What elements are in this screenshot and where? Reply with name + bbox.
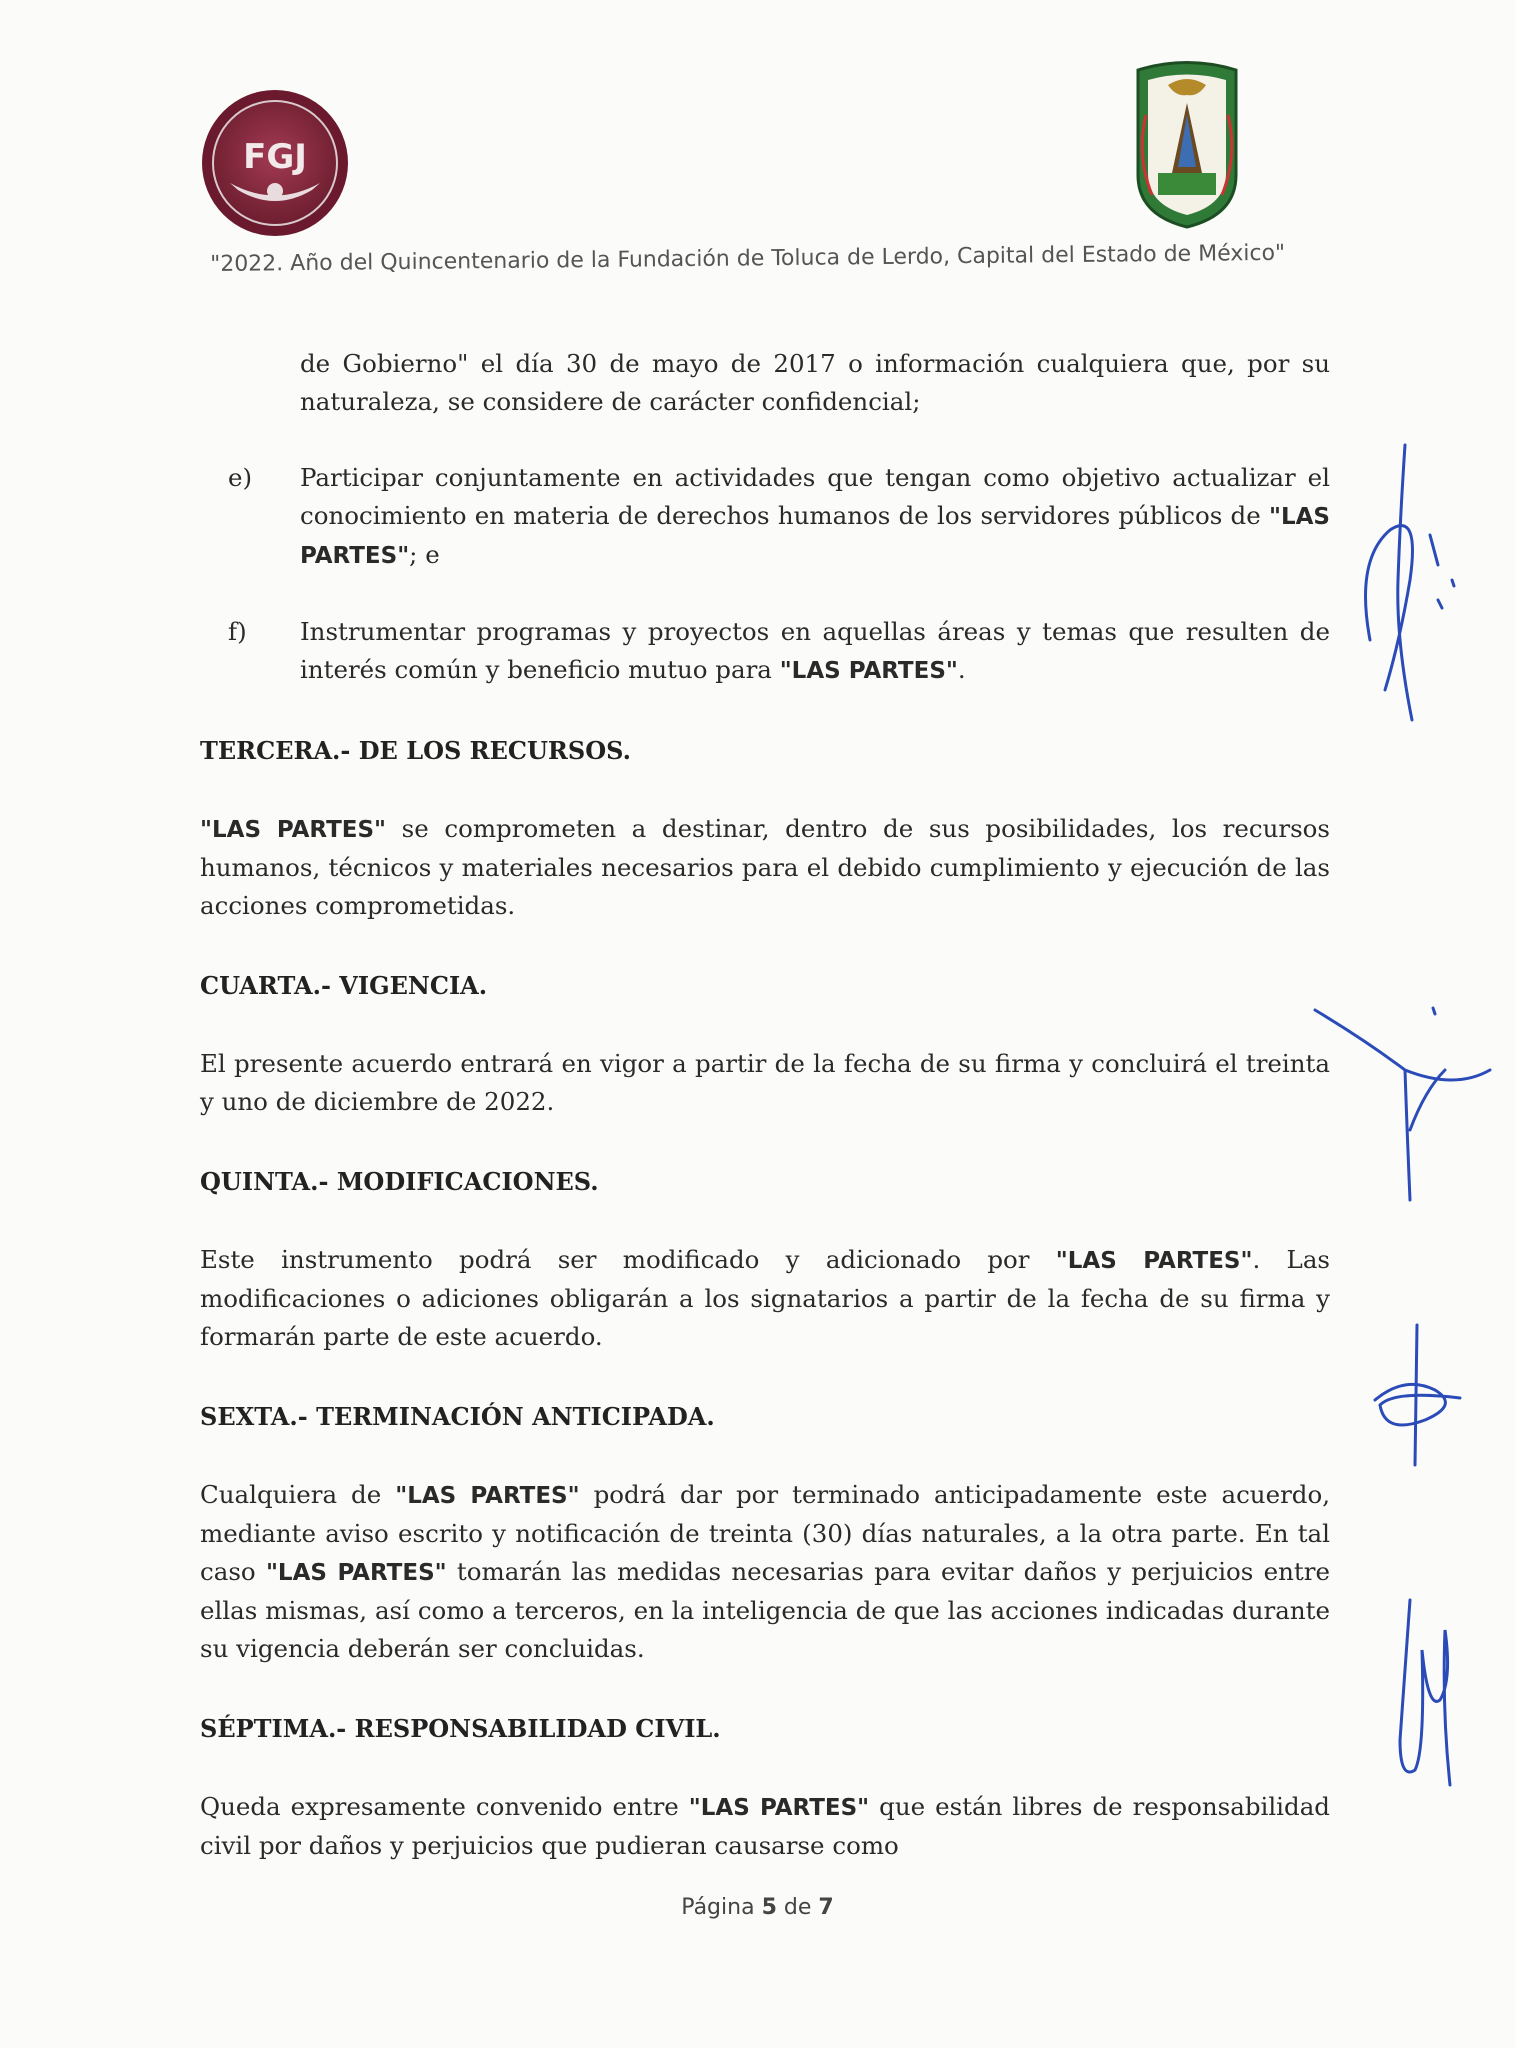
clause-heading-septima: SÉPTIMA.- RESPONSABILIDAD CIVIL. <box>200 1714 721 1743</box>
clause-heading-quinta: QUINTA.- MODIFICACIONES. <box>200 1167 599 1196</box>
text: podrá dar por terminado anticipadamente este acuerdo, mediante aviso escrito y notificación de treinta (30) días naturales, a la otra parte. En tal caso <box>200 1480 1330 1586</box>
list-label: f) <box>228 617 247 646</box>
page-current: 5 <box>761 1895 777 1920</box>
clause-text-quinta <box>200 1241 1330 1356</box>
las-partes: "LAS PARTES" <box>200 817 387 843</box>
text: Queda expresamente convenido entre <box>200 1792 689 1821</box>
text: . Las modificaciones o adiciones obligarán a los signatarios a partir de la fecha de su firma y formarán parte de este acuerdo. <box>200 1245 1331 1351</box>
signature-3 <box>1365 1320 1475 1470</box>
text: Cualquiera de <box>200 1480 396 1509</box>
text: Este instrumento podrá ser modificado y adicionado por <box>200 1245 1056 1274</box>
list-text <box>300 613 1330 690</box>
header-motto: "2022. Año del Quincentenario de la Fundación de Toluca de Lerdo, Capital del Estado de México" <box>210 240 1286 277</box>
list-item-f <box>200 613 1330 690</box>
clause-heading-tercera: TERCERA.- DE LOS RECURSOS. <box>200 736 631 765</box>
signature-1 <box>1350 440 1460 730</box>
clause-text-septima <box>200 1788 1330 1865</box>
text: ; e <box>409 540 440 569</box>
signature-2 <box>1305 1000 1495 1210</box>
fgj-logo <box>200 88 350 238</box>
page-footer <box>0 1895 1515 1920</box>
text: Instrumentar programas y proyectos en aquellas áreas y temas que resulten de interés común y beneficio mutuo para <box>300 617 1330 684</box>
las-partes: "LAS PARTES" <box>265 1560 447 1586</box>
clause-heading-sexta: SEXTA.- TERMINACIÓN ANTICIPADA. <box>200 1402 715 1431</box>
document-body <box>200 345 1330 1865</box>
las-partes: "LAS PARTES" <box>300 504 1330 569</box>
text: que están libres de responsabilidad civil por daños y perjuicios que pudieran causarse como <box>200 1792 1330 1860</box>
las-partes: "LAS PARTES" <box>395 1483 580 1509</box>
list-text <box>300 459 1330 575</box>
page-word: Página <box>681 1895 755 1920</box>
continued-paragraph: de Gobierno" el día 30 de mayo de 2017 o información cualquiera que, por su naturaleza, se considere de carácter confidencial; <box>300 349 1330 416</box>
list-item-e <box>200 459 1330 575</box>
logo-left-text: FGJ <box>243 137 307 177</box>
las-partes: "LAS PARTES" <box>1055 1248 1253 1274</box>
clause-text-tercera <box>200 810 1330 925</box>
municipal-coat-of-arms <box>1128 55 1246 230</box>
clause-heading-cuarta: CUARTA.- VIGENCIA. <box>200 971 488 1000</box>
signature-4 <box>1380 1590 1470 1790</box>
clause-text-cuarta: El presente acuerdo entrará en vigor a partir de la fecha de su firma y concluirá el treinta y uno de diciembre de 2022. <box>200 1049 1330 1116</box>
text: . <box>957 655 966 684</box>
page-total: 7 <box>818 1895 834 1920</box>
of-word: de <box>783 1895 812 1920</box>
text: tomarán las medidas necesarias para evitar daños y perjuicios entre ellas mismas, así como a terceros, en la inteligencia de que las acciones indicadas durante su vigencia deberán ser concluidas. <box>200 1557 1330 1663</box>
las-partes: "LAS PARTES" <box>688 1795 870 1821</box>
text: Participar conjuntamente en actividades que tengan como objetivo actualizar el conocimiento en materia de derechos humanos de los servidores públicos de <box>300 463 1330 530</box>
clause-text-sexta <box>200 1476 1330 1668</box>
las-partes: "LAS PARTES" <box>779 658 958 684</box>
list-label: e) <box>228 463 253 492</box>
text: se comprometen a destinar, dentro de sus posibilidades, los recursos humanos, técnicos y materiales necesarios para el debido cumplimiento y ejecución de las acciones comprometidas. <box>200 814 1330 920</box>
